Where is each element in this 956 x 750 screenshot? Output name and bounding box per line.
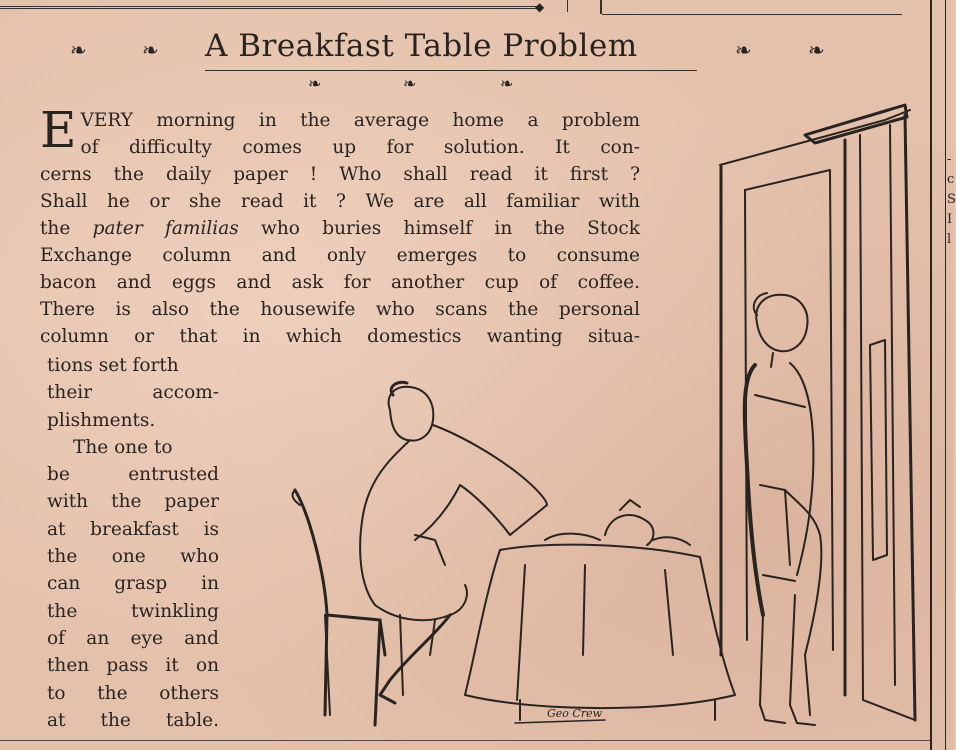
adjacent-column-fragment xyxy=(947,150,954,250)
body-line: the pater familias who buries himself in the Stock xyxy=(40,218,640,239)
fleuron-ornament: ❧ xyxy=(308,74,322,93)
rule-end-ornament: ◆ xyxy=(535,0,545,14)
body-line: at breakfast is xyxy=(47,518,219,540)
artist-signature: Geo Crew xyxy=(547,707,603,720)
headline-underline xyxy=(205,70,697,71)
fragment-letter: I xyxy=(947,212,953,227)
fleuron-ornament: ❧ xyxy=(403,74,417,93)
top-double-rule xyxy=(0,6,540,9)
fleuron-ornament: ❧ xyxy=(500,74,514,93)
bottom-rule xyxy=(0,740,930,741)
column-top-rule xyxy=(602,14,902,15)
fragment-letter: - xyxy=(947,152,952,167)
body-line: Shall he or she read it ? We are all familiar with xyxy=(40,191,640,212)
article-body-narrow xyxy=(47,352,219,734)
fragment-letter: S xyxy=(947,192,956,207)
body-line: plishments. xyxy=(47,409,156,431)
body-line: with the paper xyxy=(47,491,219,513)
body-line: tions set forth xyxy=(47,355,179,376)
body-line: of difficulty comes up for solution. It con- xyxy=(80,137,640,158)
body-line: cerns the daily paper ! Who shall read it first ? xyxy=(40,164,640,185)
body-line: be entrusted xyxy=(47,464,219,486)
article-body xyxy=(40,101,640,350)
body-line: bacon and eggs and ask for another cup of coffee. xyxy=(40,272,640,293)
body-line: then pass it on xyxy=(47,655,219,677)
fleuron-ornament: ❧ xyxy=(735,38,752,62)
body-line: to the others xyxy=(47,682,219,704)
column-border xyxy=(930,0,932,750)
column-rule xyxy=(567,0,568,12)
fleuron-ornament: ❧ xyxy=(70,38,87,62)
fleuron-ornament: ❧ xyxy=(142,38,159,62)
body-line: the twinkling xyxy=(47,600,219,622)
fleuron-ornament: ❧ xyxy=(808,38,825,62)
body-line: the one who xyxy=(47,546,219,568)
italic-phrase: pater familias xyxy=(92,218,239,239)
body-line: column or that in which domestics wanting situa- xyxy=(40,326,640,347)
body-line: VERY morning in the average home a problem xyxy=(80,110,640,131)
column-rule xyxy=(600,0,602,14)
body-line: at the table. xyxy=(47,709,219,731)
fragment-letter: l xyxy=(947,232,952,247)
paragraph-start-line: The one to xyxy=(73,436,173,458)
body-line: their accom- xyxy=(47,382,219,404)
drop-cap: E xyxy=(40,101,77,159)
body-line: Exchange column and only emerges to consume xyxy=(40,245,640,266)
body-line: of an eye and xyxy=(47,627,219,649)
body-line: There is also the housewife who scans the personal xyxy=(40,299,640,320)
column-border xyxy=(945,0,946,750)
fragment-letter: c xyxy=(947,172,955,187)
headline: A Breakfast Table Problem xyxy=(205,28,638,64)
body-line: can grasp in xyxy=(47,573,219,595)
